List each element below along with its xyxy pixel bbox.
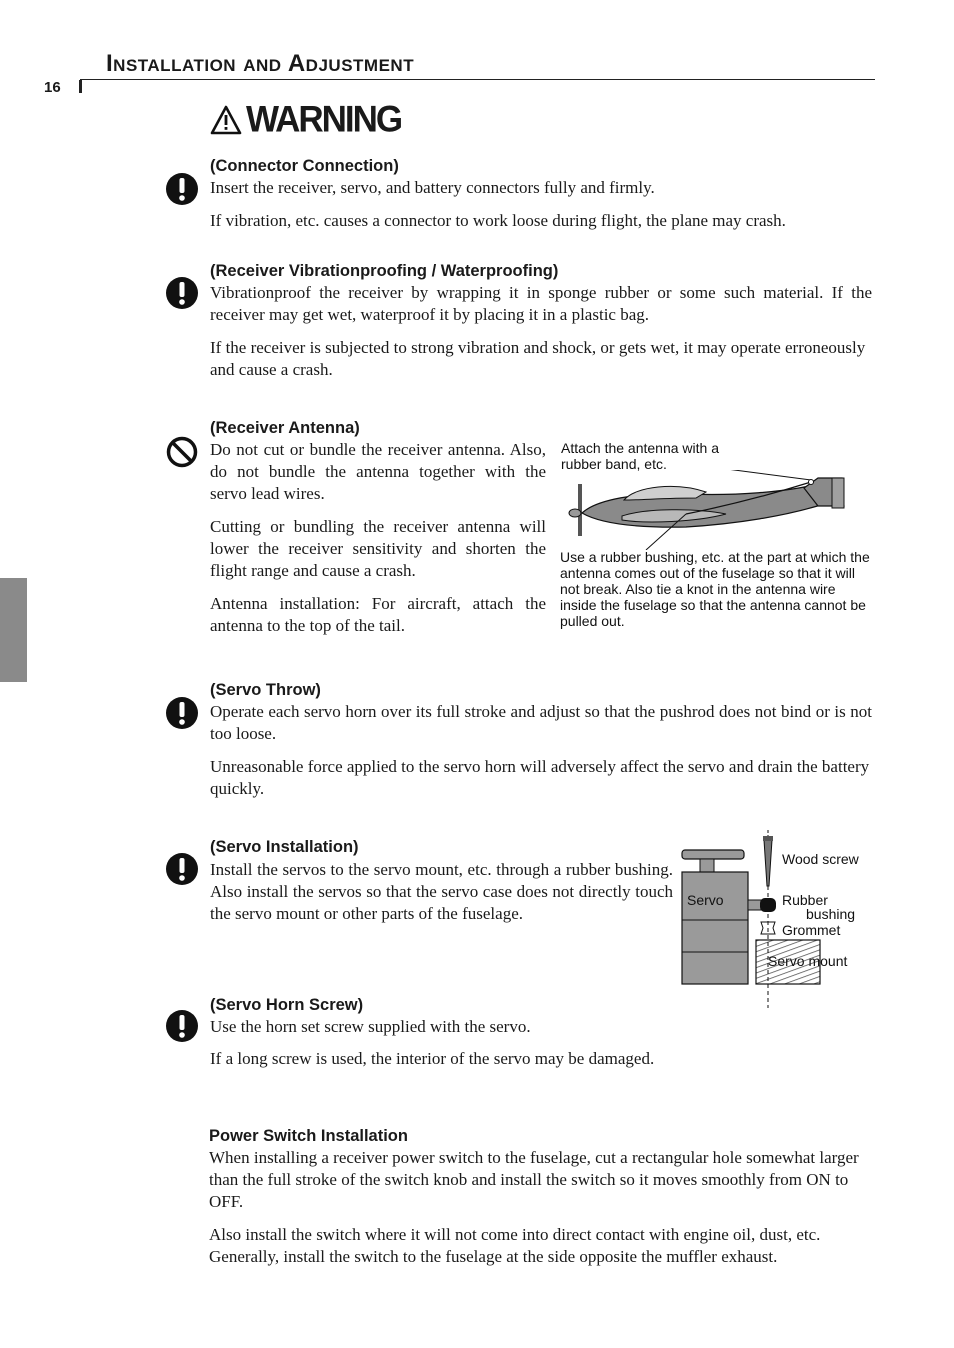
power-switch-instruction: When installing a receiver power switch to the fuselage, cut a rectangular hole somewhat larger than the full stroke of the switch knob and install the switch so it moves smoothly from ON to OFF. [209,1148,859,1211]
horn-screw-instruction: Use the horn set screw supplied with the servo. [210,1017,531,1036]
chapter-side-tab [0,578,27,682]
section-heading-connector: (Connector Connection) [210,157,399,175]
horn-screw-consequence: If a long screw is used, the interior of the servo may be damaged. [210,1049,655,1068]
section-heading-vibration: (Receiver Vibrationproofing / Waterproofing) [210,262,559,280]
prohibition-icon [166,436,198,468]
page-header-title: Installation and Adjustment [106,50,415,77]
power-switch-placement: Also install the switch where it will not come into direct contact with engine oil, dust, etc. Generally, install the switch to the fuselage at the side opposite the muffler exhaust. [209,1225,821,1266]
mandatory-exclamation-icon [166,697,198,729]
servo-install-instruction: Install the servos to the servo mount, etc. through a rubber bushing. Also install the servos so that the servo case does not directly touch the servo mount or other parts of the fuselage. [210,860,673,923]
figure-label-rubber-band: Attach the antenna with a rubber band, etc. [561,440,719,472]
bushing-label: bushing [806,906,856,922]
warning-title: WARNING [246,99,402,140]
page-number: 16 [44,79,61,96]
antenna-consequence: Cutting or bundling the receiver antenna will lower the receiver sensitivity and shorten the flight range and cause a crash. [210,517,546,580]
wood-screw-label: Wood screw [782,851,859,867]
rubber-label: Rubber [782,892,828,908]
mandatory-exclamation-icon [166,853,198,885]
page-number-tick [79,80,82,93]
warning-banner [210,100,401,140]
mandatory-exclamation-icon [166,173,198,205]
mandatory-exclamation-icon [166,1010,198,1042]
figure-label-rubber-bushing: Use a rubber bushing, etc. at the part at which the antenna comes out of the fuselage so that it will not break. Also tie a knot in the antenna wire inside the fuselage so that the antenna cannot be pulled out. [560,549,870,629]
header-rule [80,79,875,80]
section-heading-power-switch: Power Switch Installation [209,1127,408,1145]
section-heading-antenna: (Receiver Antenna) [210,419,360,437]
antenna-instruction: Do not cut or bundle the receiver antenna. Also, do not bundle the antenna together with the servo lead wires. [210,440,546,503]
connector-consequence: If vibration, etc. causes a connector to work loose during flight, the plane may crash. [210,211,786,230]
servo-label: Servo [687,892,724,908]
servo-throw-instruction: Operate each servo horn over its full stroke and adjust so that the pushrod does not bind or is not too loose. [210,702,872,743]
servo-mount-label: Servo mount [768,953,848,969]
connector-instruction: Insert the receiver, servo, and battery connectors fully and firmly. [210,178,655,197]
section-heading-servo-install: (Servo Installation) [210,838,359,856]
mandatory-exclamation-icon [166,277,198,309]
servo-throw-consequence: Unreasonable force applied to the servo horn will adversely affect the servo and drain the battery quickly. [210,757,870,798]
vibration-instruction: Vibrationproof the receiver by wrapping it in sponge rubber or some such material. If the receiver may get wet, waterproof it by placing it in a plastic bag. [210,283,872,324]
airplane-antenna-diagram [556,470,856,550]
warning-triangle-icon [210,104,242,136]
grommet-label: Grommet [782,922,841,938]
antenna-installation-note: Antenna installation: For aircraft, attach the antenna to the top of the tail. [210,594,546,635]
vibration-consequence: If the receiver is subjected to strong vibration and shock, or gets wet, it may operate erroneously and cause a crash. [210,338,866,379]
section-heading-servo-throw: (Servo Throw) [210,681,321,699]
section-heading-horn-screw: (Servo Horn Screw) [210,996,364,1014]
